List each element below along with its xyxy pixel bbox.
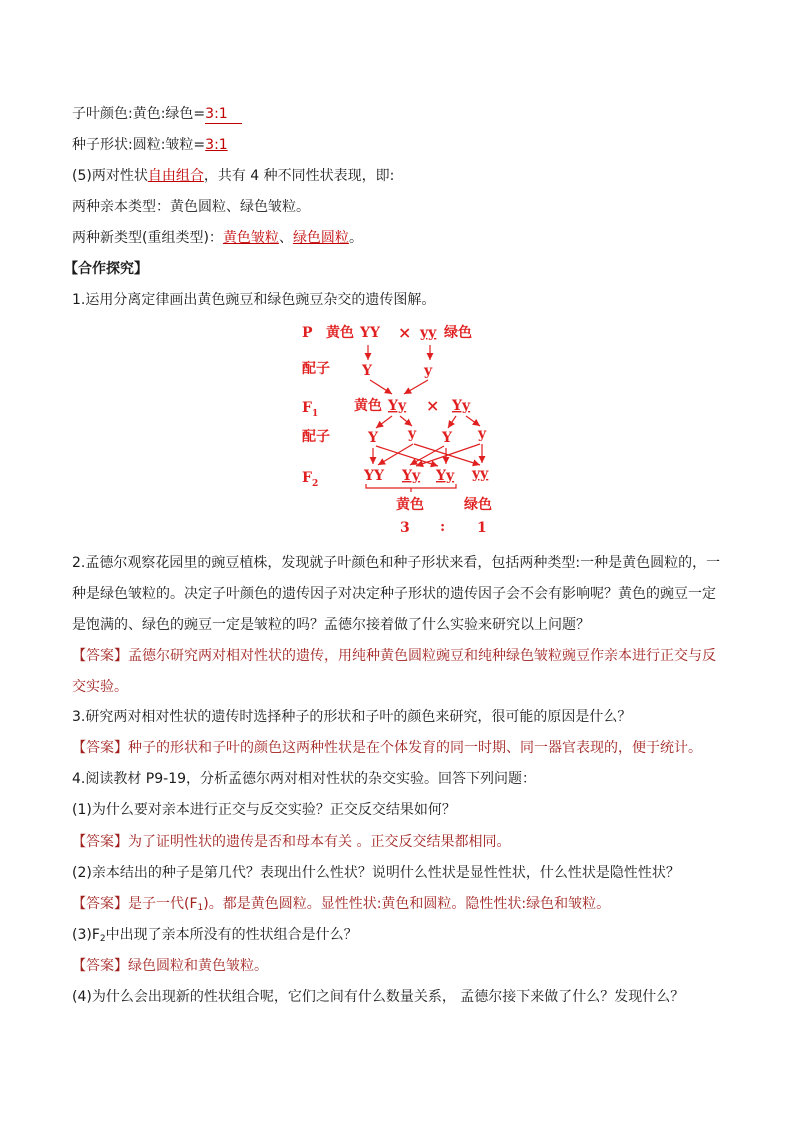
arrow-F1b-y <box>466 416 480 426</box>
text-segment: 中出现了亲本所没有的性状组合是什么？ <box>105 927 358 943</box>
f1-gamete-y-1: y <box>408 426 417 442</box>
text-segment: 两种新类型(重组类型)： <box>72 230 223 246</box>
line-seed-shape-ratio <box>72 135 228 155</box>
line-recombinant-types <box>72 228 363 248</box>
ratio-yellow: 3 <box>400 520 410 536</box>
seed-shape-label: 种子形状:圆粒:皱粒= <box>72 137 206 153</box>
f2-generation-label: $F_2$ <box>302 470 319 489</box>
free-combination-answer: 自由组合 <box>147 168 204 184</box>
cotyledon-label: 子叶颜色:黄色:绿色= <box>72 106 206 122</box>
ratio-colon: : <box>440 519 446 535</box>
gamete-label-2: 配子 <box>302 429 330 445</box>
question-4-1: (1)为什么要对亲本进行正交与反交实验？正交反交结果如何？ <box>72 802 456 818</box>
f2-genotype-YY: YY <box>364 468 384 484</box>
answer-4-2 <box>72 894 610 918</box>
question-4: 4.阅读教材 P9-19，分析孟德尔两对相对性状的杂交实验。回答下列问题： <box>72 771 537 787</box>
gamete-Y: Y <box>362 363 372 379</box>
genetic-cross-diagram <box>296 318 516 538</box>
answer-3: 【答案】种子的形状和子叶的颜色这两种性状是在个体发育的同一时期、同一器官表现的，便于统计。 <box>72 740 702 756</box>
arrow-F1a-Y <box>376 416 392 428</box>
line-cotyledon-ratio <box>72 104 242 124</box>
subscript: 1 <box>197 903 204 913</box>
arrow-F1a-y <box>400 416 412 426</box>
f2-yellow-label: 黄色 <box>396 497 424 513</box>
gamete-y: y <box>424 363 433 379</box>
p-genotype-yy: yy <box>420 325 437 341</box>
question-2: 2.孟德尔观察花园里的豌豆植株，发现就子叶颜色和种子形状来看，包括两种类型:一种是黄色圆粒的，一种是绿色皱粒的。决定子叶颜色的遗传因子对决定种子形状的遗传因子会不会有影响呢？黄色的豌豆一定是饱满的、绿色的豌豆一定是皱粒的吗？孟德尔接着做了什么实验来研究以上问题？ <box>72 555 721 633</box>
f2-yellow-bracket <box>366 484 456 492</box>
subscript: 2 <box>99 934 106 944</box>
f2-genotype-Yy-2: Yy <box>436 468 455 484</box>
arrow-y-F1 <box>404 380 428 394</box>
f2-genotype-yy: yy <box>472 466 489 482</box>
cotyledon-ratio-answer: 3:1 <box>205 106 242 124</box>
seed-shape-ratio-answer: 3:1 <box>205 137 228 153</box>
question-3: 3.研究两对相对性状的遗传时选择种子的形状和子叶的颜色来研究，很可能的原因是什么？ <box>72 709 632 725</box>
answer-2: 【答案】孟德尔研究两对相对性状的遗传，用纯种黄色圆粒豌豆和纯种绿色皱粒豌豆作亲本进行正交与反交实验。 <box>72 648 716 695</box>
text-segment: )。都是黄色圆粒。显性性状:黄色和圆粒。隐性性状:绿色和皱粒。 <box>203 896 611 912</box>
text-segment: 、 <box>278 230 293 246</box>
arrow-Y-F1 <box>370 380 392 394</box>
f2-green-label: 绿色 <box>464 497 492 513</box>
recombinant-answer-1: 黄色皱粒 <box>222 230 279 246</box>
arrow-F1b-Y <box>448 416 456 428</box>
p-yellow-label: 黄色 <box>326 325 354 341</box>
arrow-y-to-YY <box>378 444 413 465</box>
text-segment: (3)F <box>72 927 100 943</box>
text-segment: ，共有 4 种不同性状表现，即: <box>203 168 395 184</box>
gamete-label-1: 配子 <box>302 361 330 377</box>
question-1: 1.运用分离定律画出黄色豌豆和绿色豌豆杂交的遗传图解。 <box>72 292 436 308</box>
f1-genotype-Yy: Yy <box>388 398 407 414</box>
question-4-4: (4)为什么会出现新的性状组合呢，它们之间有什么数量关系， 孟德尔接下来做了什么？发现什么？ <box>72 989 685 1005</box>
question-4-3 <box>72 925 358 949</box>
p-genotype-YY: YY <box>360 325 380 341</box>
line-free-combination <box>72 166 394 186</box>
f1-cross-symbol: × <box>426 396 440 415</box>
f1-gamete-Y-1: Y <box>368 430 378 446</box>
text-segment: 。 <box>348 230 363 246</box>
ratio-green: 1 <box>477 520 487 536</box>
line-parental-types: 两种亲本类型：黄色圆粒、绿色皱粒。 <box>72 199 310 215</box>
answer-4-3: 【答案】绿色圆粒和黄色皱粒。 <box>72 958 268 974</box>
f1-yellow-label: 黄色 <box>354 398 382 414</box>
text-segment: 【答案】是子一代(F <box>72 896 198 912</box>
cross-symbol: × <box>398 323 412 342</box>
p-green-label: 绿色 <box>444 325 472 341</box>
text-segment: (5)两对性状 <box>72 168 148 184</box>
f1-genotype-Yy-2: Yy <box>452 398 471 414</box>
p-generation-label: P <box>302 325 313 341</box>
recombinant-answer-2: 绿色圆粒 <box>292 230 349 246</box>
f1-gamete-y-2: y <box>478 426 487 442</box>
answer-4-1: 【答案】为了证明性状的遗传是否和母本有关 。正交反交结果都相同。 <box>72 834 511 850</box>
f1-gamete-Y-2: Y <box>442 430 452 446</box>
section-heading: 【合作探究】 <box>64 261 148 277</box>
question-4-2: (2)亲本结出的种子是第几代？表现出什么性状？说明什么性状是显性性状，什么性状是隐性性状？ <box>72 865 680 881</box>
f1-generation-label: $F_1$ <box>302 400 319 419</box>
f2-genotype-Yy-1: Yy <box>402 468 421 484</box>
